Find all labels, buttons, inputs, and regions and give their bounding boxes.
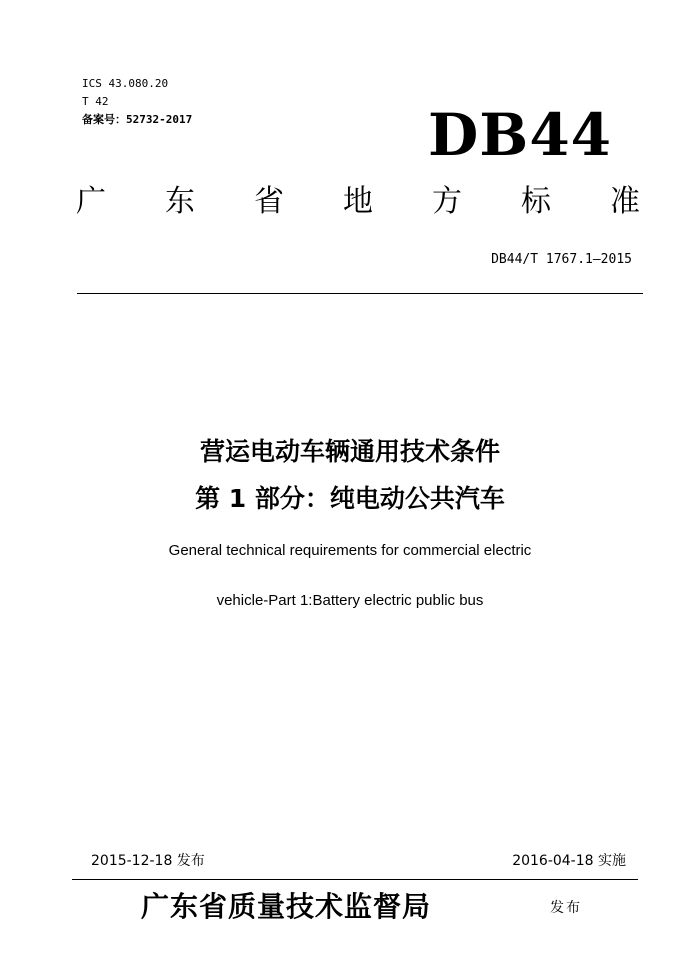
standard-type-heading — [76, 183, 640, 221]
ics-code: ICS 43.080.20 — [82, 77, 169, 90]
db-logo: DB44 — [428, 101, 613, 169]
standard-type-char: 地 — [343, 184, 373, 219]
title-en-line1: General technical requirements for commercial electric — [168, 542, 532, 559]
record-number: 备案号：52732-2017 — [82, 113, 193, 126]
standard-type-char: 省 — [254, 184, 284, 219]
standard-number: DB44/T 1767.1—2015 — [491, 252, 632, 267]
issue-date: 2015-12-18 发布 — [91, 853, 205, 869]
publish-label: 发布 — [550, 900, 582, 916]
standard-type-char: 东 — [165, 184, 195, 219]
publisher-name: 广东省质量技术监督局 — [141, 890, 432, 923]
standard-type-char: 标 — [521, 184, 551, 219]
bottom-divider — [72, 879, 638, 880]
title-cn-line2: 第 1 部分：纯电动公共汽车 — [195, 484, 505, 513]
title-cn-line1: 营运电动车辆通用技术条件 — [199, 437, 500, 466]
title-en-line2: vehicle-Part 1:Battery electric public bus — [216, 592, 484, 609]
classification-code: T 42 — [82, 95, 109, 108]
implementation-date: 2016-04-18 实施 — [512, 853, 626, 869]
standard-type-char: 方 — [432, 184, 462, 219]
standard-type-char: 广 — [76, 184, 106, 219]
standard-type-char: 准 — [610, 184, 640, 219]
top-divider — [77, 293, 643, 294]
